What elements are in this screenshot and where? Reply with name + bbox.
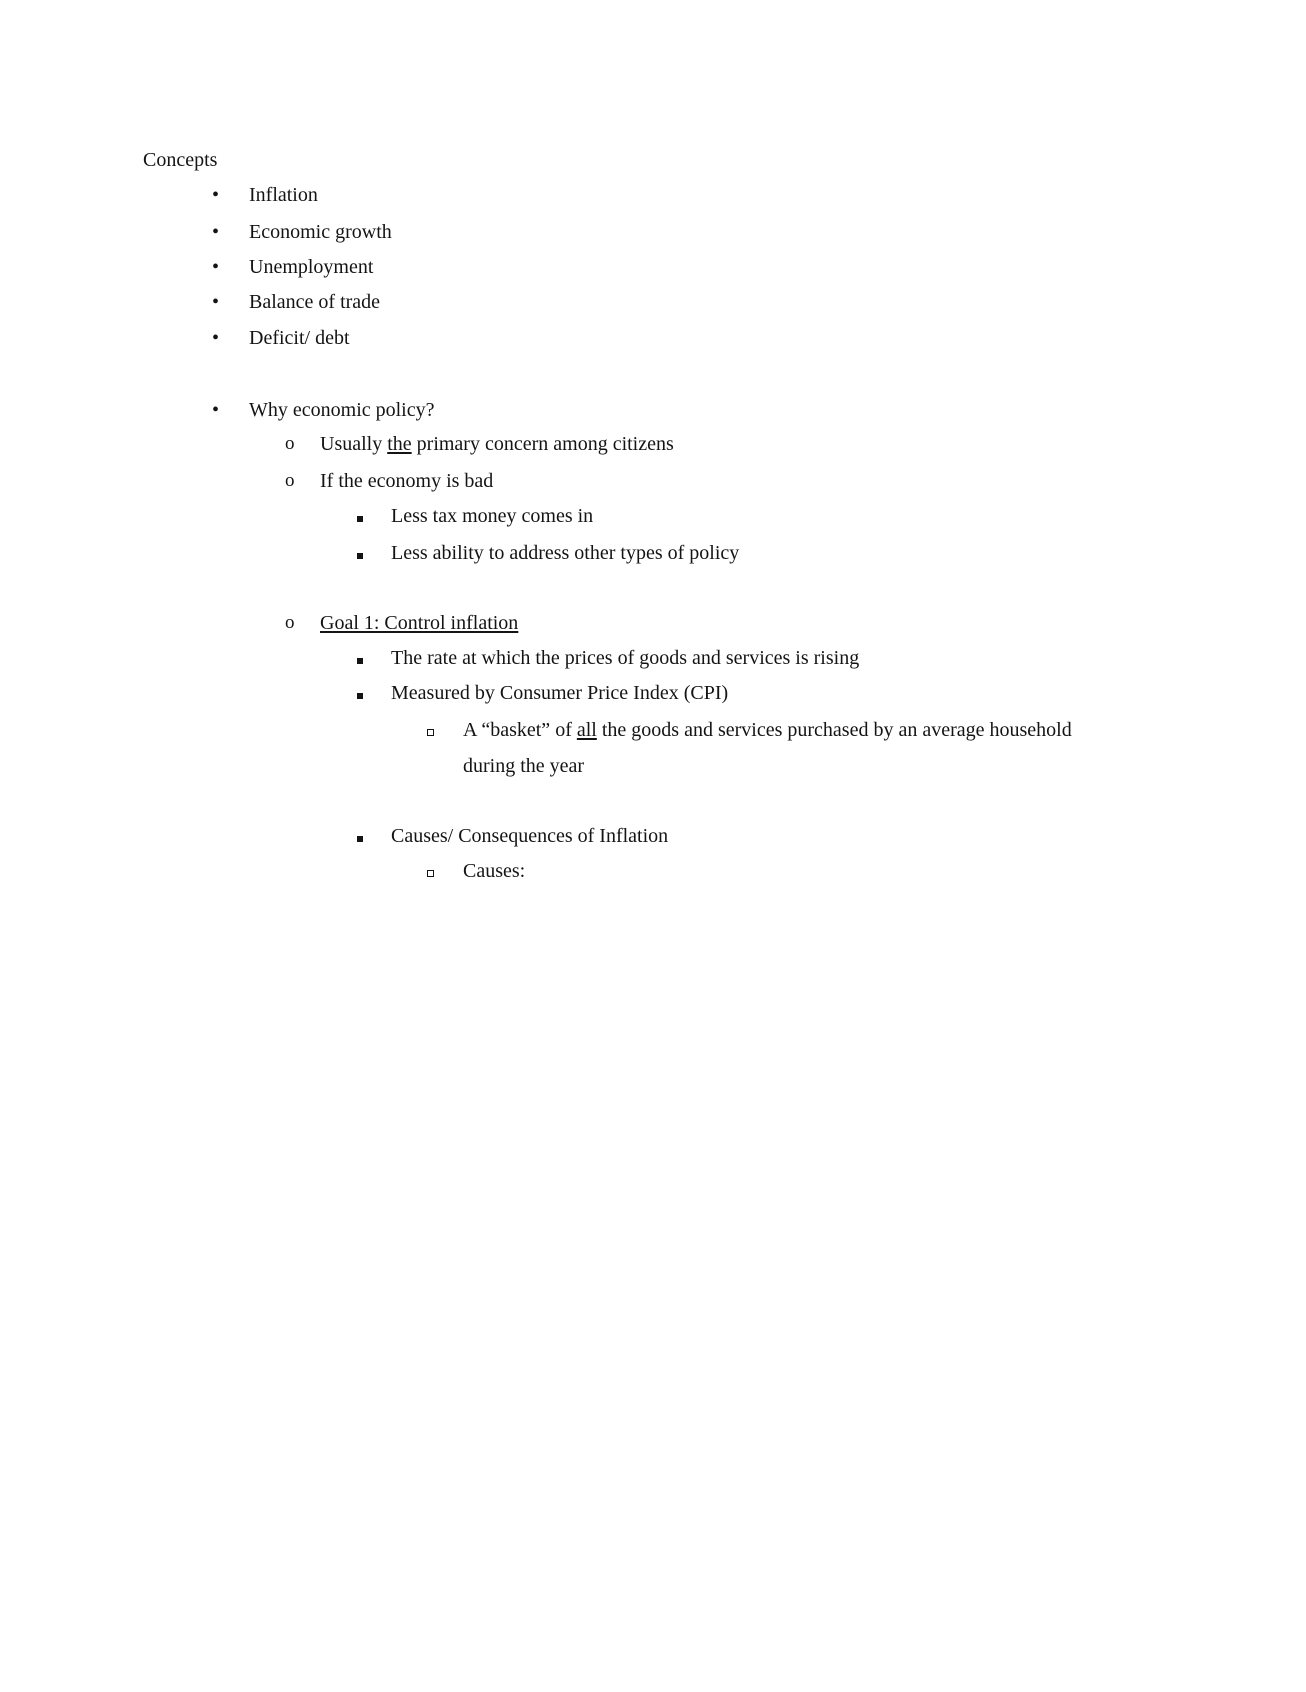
text-fragment: A “basket” of (463, 719, 577, 741)
square-bullet-icon (357, 646, 363, 670)
goal-1-item: The rate at which the prices of goods and services is rising (391, 647, 860, 669)
concept-item: Economic growth (249, 221, 392, 243)
text-fragment: Usually (320, 433, 388, 455)
goal-1-label: Goal 1: Control inflation (320, 612, 519, 634)
text-fragment: the goods and services purchased by an average household (596, 719, 1072, 741)
goal-1-item: Measured by Consumer Price Index (CPI) (391, 682, 729, 704)
concept-item: Balance of trade (249, 291, 381, 313)
bullet-icon: • (212, 221, 220, 243)
open-square-bullet-icon (427, 718, 434, 742)
circle-bullet-icon: o (285, 612, 295, 633)
open-square-bullet-icon (427, 859, 434, 883)
bullet-icon: • (212, 256, 220, 278)
heading-concepts: Concepts (143, 149, 218, 171)
underlined-word: the (387, 433, 412, 455)
goal-1-heading (320, 611, 518, 635)
underlined-word: all (576, 719, 597, 741)
square-bullet-icon (357, 824, 363, 848)
concept-item: Inflation (249, 184, 318, 206)
causes-consequences-heading: Causes/ Consequences of Inflation (391, 825, 669, 847)
causes-label: Causes: (463, 860, 526, 882)
economy-bad-item: Less ability to address other types of policy (391, 542, 740, 564)
concept-item: Unemployment (249, 256, 374, 278)
primary-concern-text (320, 432, 674, 456)
cpi-detail-text-continued: during the year (463, 755, 585, 777)
why-economic-policy: Why economic policy? (249, 399, 435, 421)
concept-item: Deficit/ debt (249, 327, 350, 349)
bullet-icon: • (212, 291, 220, 313)
cpi-detail-text (463, 718, 1072, 742)
bullet-icon: • (212, 327, 220, 349)
circle-bullet-icon: o (285, 470, 295, 491)
square-bullet-icon (357, 681, 363, 705)
economy-bad-item: Less tax money comes in (391, 505, 594, 527)
economy-bad-text: If the economy is bad (320, 470, 494, 492)
square-bullet-icon (357, 504, 363, 528)
text-fragment: primary concern among citizens (411, 433, 674, 455)
bullet-icon: • (212, 184, 220, 206)
bullet-icon: • (212, 399, 220, 421)
circle-bullet-icon: o (285, 433, 295, 454)
square-bullet-icon (357, 541, 363, 565)
